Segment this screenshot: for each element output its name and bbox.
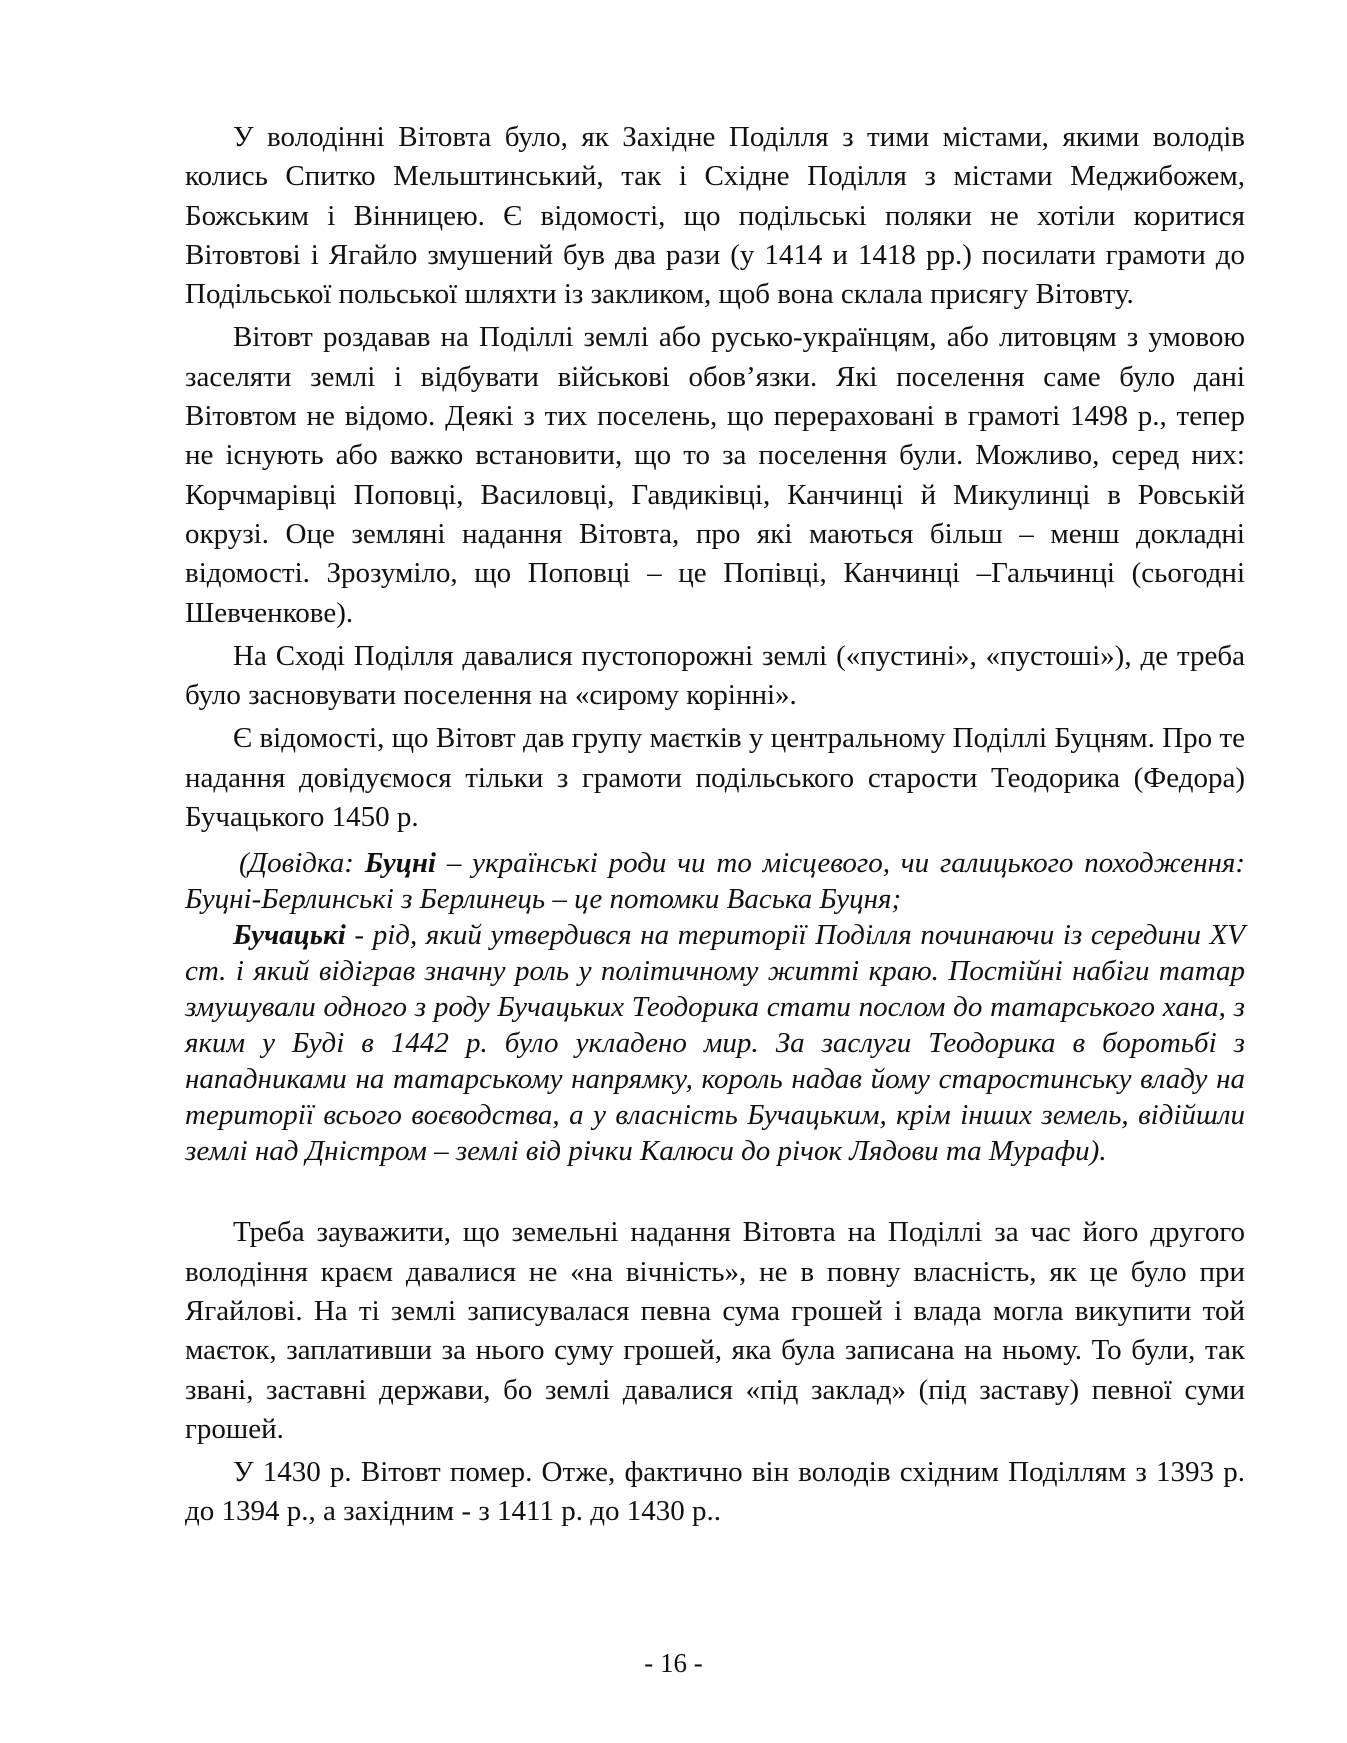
- spacer: [185, 1169, 1245, 1213]
- paragraph-3: На Сході Поділля давалися пустопорожні землі («пустині», «пустоші»), де треба було засновувати поселення на «сирому корінні».: [185, 639, 1245, 712]
- paragraph-6: У 1430 р. Вітовт помер. Отже, фактично він володів східним Поділлям з 1393 р. до 1394 р., а західним - з 1411 р. до 1430 р..: [185, 1456, 1245, 1528]
- note-text-buchatski: - рід, який утвердився на території Поділля починаючи із середини XV ст. і який відіграв значну роль у політичному житті краю. Постійні набіги татар змушували одного з роду Бучацьких Теодорика стати послом до татарського хана, з яким у Буді в 1442 р. було укладено мир. За заслуги Теодорика в боротьбі з нападниками на татарському напрямку, король надав йому старостинську владу на території всього воєводства, а у власність Бучацьким, крім інших земель, відійшли землі над Дністром – землі від річки Калюси до річок Лядови та Мурафи).: [185, 919, 1245, 1168]
- paragraph-2: Вітовт роздавав на Поділлі землі або русько-українцям, або литовцям з умовою заселяти землі і відбувати військові обов’язки. Які поселення саме було дані Вітовтом не відомо. Деякі з тих поселень, що перераховані в грамоті 1498 р., тепер не існують або важко встановити, що то за поселення були. Можливо, серед них: Корчмарівці Поповці, Василовці, Гавдиківці, Канчинці й Микулинці в Ровській окрузі. Оце земляні надання Вітовта, про які маються більш – менш докладні відомості. Зрозуміло, що Поповці – це Попівці, Канчинці –Гальчинці (сьогодні Шевченкове).: [185, 321, 1245, 629]
- paragraph-5: Треба зауважити, що земельні надання Вітовта на Поділлі за час його другого володіння краєм давалися не «на вічність», не в повну власність, як це було при Ягайлові. На ті землі записувалася певна сума грошей і влада могла викупити той маєток, заплативши за нього суму грошей, яка була записана на ньому. То були, так звані, заставні держави, бо землі давалися «під заклад» (під заставу) певної суми грошей.: [185, 1216, 1245, 1445]
- note-text-butsni: – українські роди чи то місцевого, чи галицького походження: Буцні-Берлинські з Берлинець – це потомки Васька Буцня;: [185, 847, 1245, 916]
- note-term-buchatski: Бучацькі: [233, 919, 346, 952]
- note-prefix: (Довідка:: [239, 847, 365, 880]
- reference-note-buchatski: [185, 917, 1245, 1169]
- reference-note-butsni: [185, 845, 1245, 917]
- page-number: - 16 -: [644, 1648, 703, 1678]
- note-term-butsni: Буцні: [364, 847, 436, 880]
- paragraph-1: У володінні Вітовта було, як Західне Поділля з тими містами, якими володів колись Спитко Мельштинський, так і Східне Поділля з містами Меджибожем, Божським і Вінницею. Є відомості, що подільські поляки не хотіли коритися Вітовтові і Ягайло змушений був два рази (у 1414 и 1418 рр.) посилати грамоти до Подільської польської шляхти із закликом, щоб вона склала присягу Вітовту.: [185, 121, 1245, 311]
- paragraph-4: Є відомості, що Вітовт дав групу маєтків у центральному Поділлі Буцням. Про те надання довідуємося тільки з грамоти подільського старости Теодорика (Федора) Бучацького 1450 р.: [185, 722, 1245, 834]
- page-body: [185, 118, 1245, 1532]
